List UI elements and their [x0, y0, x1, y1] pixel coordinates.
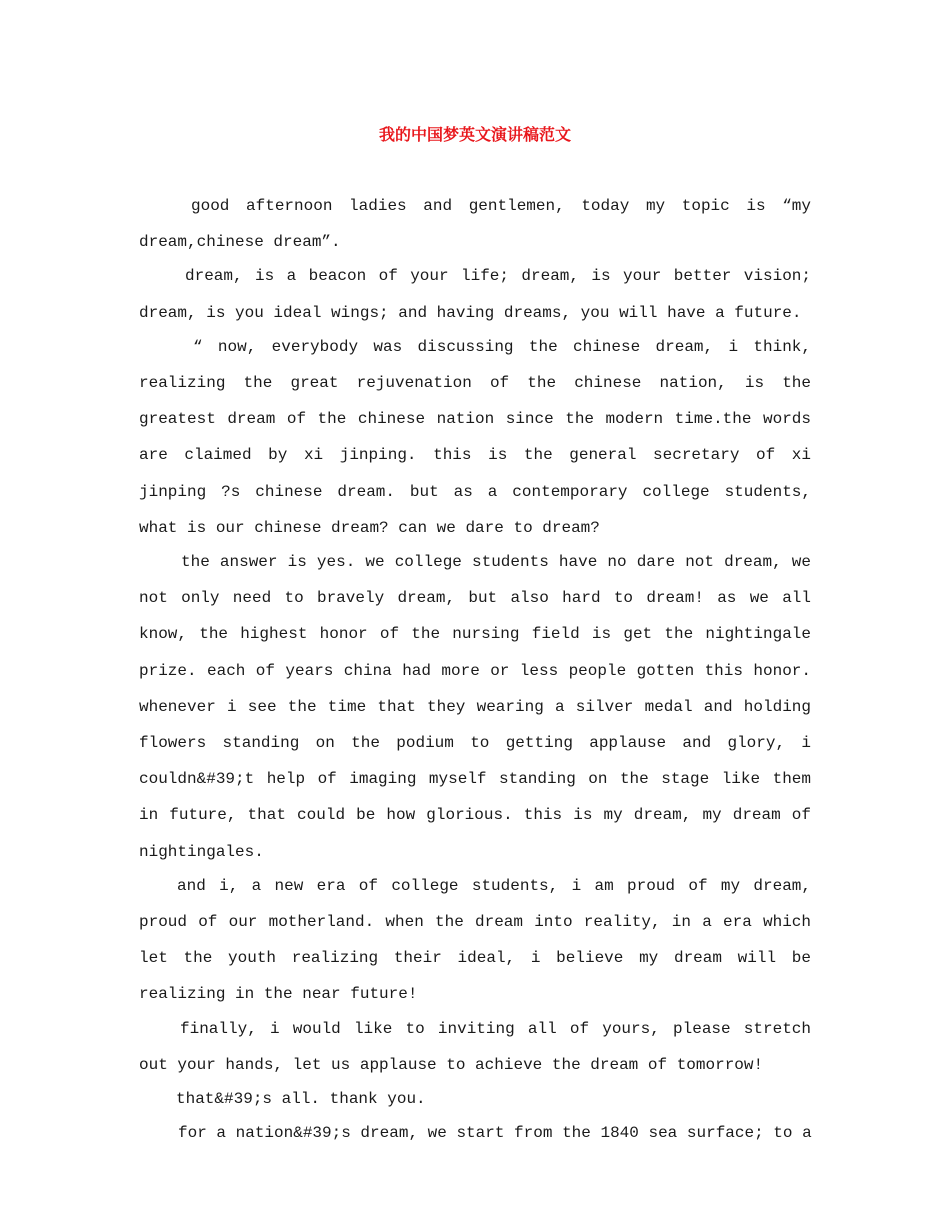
paragraph-answer-yes: the answer is yes. we college students have no dare not dream, we not only need to bravely dream, but also hard to dream! as we all know, the highest honor of the nursing field is get the nightingale prize. each of years china had more or less people gotten this honor. whenever i see the time that they wearing a silver medal and holding flowers standing on the podium to getting applause and glory, i couldn&#39;t help of imaging myself standing on the stage like them in future, that could be how glorious. this is my dream, my dream of nightingales.: [139, 553, 811, 861]
paragraph-new-era: and i, a new era of college students, i am proud of my dream, proud of our motherland. when the dream into reality, in a era which let the youth realizing their ideal, i believe my dream will be realizing in the near future!: [139, 876, 811, 1004]
document-title: 我的中国梦英文演讲稿范文: [378, 125, 571, 144]
paragraph-chinese-dream: “ now, everybody was discussing the chinese dream, i think, realizing the great rejuvenation of the chinese nation, is the greatest dream of the chinese nation since the modern time.the words are claimed by xi jinping. this is the general secretary of xi jinping ?s chinese dream. but as a contemporary college students, what is our chinese dream? can we dare to dream?: [139, 337, 811, 537]
paragraph-greeting: good afternoon ladies and gentlemen, today my topic is “my dream,chinese dream”.: [139, 197, 811, 252]
document-body: [139, 188, 811, 1149]
paragraph-nation-dream: for a nation&#39;s dream, we start from the 1840 sea surface; to a: [178, 1124, 812, 1143]
paragraph-dream-beacon: dream, is a beacon of your life; dream, is your better vision; dream, is you ideal wings; and having dreams, you will have a future.: [139, 267, 811, 322]
paragraph-thank-you: that&#39;s all. thank you.: [176, 1090, 426, 1109]
paragraph-finally: finally, i would like to inviting all of yours, please stretch out your hands, let us applause to achieve the dream of tomorrow!: [139, 1019, 811, 1074]
